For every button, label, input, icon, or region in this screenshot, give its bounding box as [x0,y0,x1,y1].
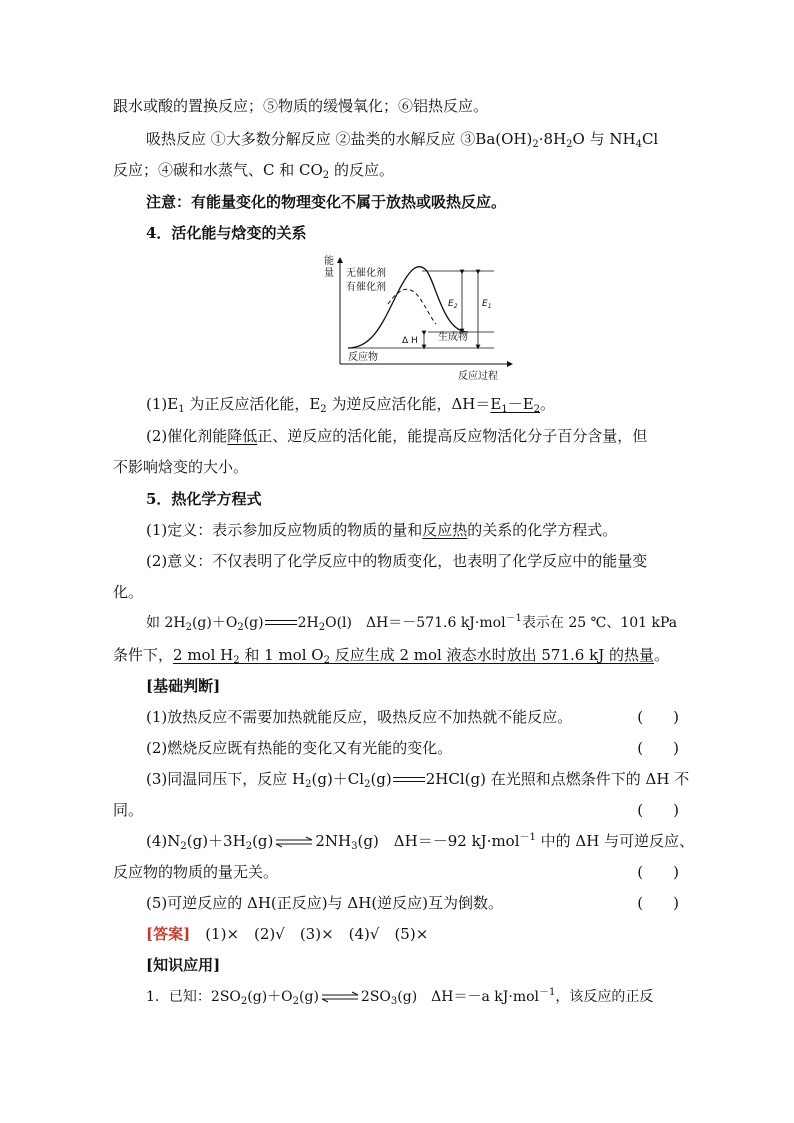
text: (g) [243,615,264,631]
text: (1)E [146,395,179,413]
note-line [146,192,712,212]
answer-blank: ( ) [637,863,679,881]
text: 跟水或酸的置换反应；⑤物质的缓慢氧化；⑥铝热反应。 [113,97,489,115]
text: 同。 [113,801,144,819]
text: 正、逆反应的活化能，能提高反应物活化分子百分含量，但 [257,427,648,445]
text: (2)催化剂能 [146,427,228,445]
text: (g)＋3H [186,832,246,850]
activation-energy-diagram [318,252,518,384]
question-line [146,769,712,789]
text: 表示在 25 ℃、101 kPa [521,615,678,631]
text: (2)意义：不仅表明了化学反应中的物质变化，也表明了化学反应中的能量变 [146,552,648,570]
text: 不影响焓变的大小。 [113,458,249,476]
text-line [113,645,679,665]
question-line [113,862,679,882]
text: 为正反应活化能，E [184,395,321,413]
text-line [113,96,679,116]
section-tag [146,955,712,975]
text: (g) [252,832,274,850]
section-heading [146,489,712,509]
text: 化。 [113,583,144,601]
text-line [146,520,712,540]
equals-sign [264,617,298,629]
subscript: 4 [635,139,642,150]
subscript: 3 [351,841,358,852]
subscript: 2 [318,622,326,633]
text: O(l) ΔH＝－571.6 kJ·mol [325,615,506,631]
question-line [146,893,679,913]
text: 吸热反应 ①大多数分解反应 ②盐类的水解反应 ③Ba(OH) [146,130,533,148]
equals-sign [392,774,426,786]
subscript: 2 [532,139,539,150]
underlined-answer: 反应热 [422,521,468,539]
answer-tag: [答案] [146,925,191,943]
subscript: 3 [390,996,398,1007]
text: 2H [297,615,319,631]
subscript: 2 [180,841,187,852]
reversible-arrow-icon [319,991,361,1003]
text-line [113,457,679,477]
text: 注意：有能量变化的物理变化不属于放热或吸热反应。 [146,193,507,211]
text: 中的 ΔH 与可逆反应、 [535,832,695,850]
text: 条件下， [113,646,174,664]
text: (1)放热反应不需要加热就能反应，吸热反应不加热就不能反应。 [146,708,573,726]
subscript: 2 [364,779,371,790]
e2-label: $E_2$ [448,299,458,310]
text: (g)＋O [191,615,238,631]
text: 。 [540,395,556,413]
text: (g) [370,770,392,788]
subscript: 2 [320,404,327,415]
text: (2)燃烧反应既有热能的变化又有光能的变化。 [146,739,453,757]
underlined-answer: 2 mol $H_2$ 和 1 mol $O_2$ 反应生成 2 mol 液态水时放出 571.6 kJ 的热量 [173,646,654,666]
text: (g)＋Cl [311,770,365,788]
question-line [113,800,679,820]
e1-label: $E_1$ [482,299,492,310]
dh-label: Δ H [402,336,418,346]
text: [基础判断] [146,677,221,695]
reversible-arrow-icon [273,836,315,848]
section-tag [146,676,712,696]
text: 5．热化学方程式 [146,490,262,508]
text: O 与 NH [572,130,636,148]
superscript: －1 [505,613,522,624]
text: (g) ΔH＝－a kJ·mol [397,989,539,1005]
text: (5)可逆反应的 ΔH(正反应)与 ΔH(逆反应)互为倒数。 [146,894,504,912]
text-line [113,160,679,180]
subscript: 2 [305,779,312,790]
subscript: 1 [178,404,185,415]
text: (g) [299,989,319,1005]
subscript: 2 [240,996,248,1007]
answer-blank: ( ) [637,739,679,757]
text: 。 [653,646,669,664]
section-heading [146,223,712,243]
text: 2NH [315,832,352,850]
text: 2HCl(g) 在光照和点燃条件下的 ΔH 不 [425,770,690,788]
subscript: 2 [245,841,253,852]
text: (g) ΔH＝－92 kJ·mol [357,832,520,850]
text-line [146,551,712,571]
no-catalyst-label: 无催化剂 [346,268,386,279]
text: 的反应。 [329,161,394,179]
question-line [146,831,712,851]
subscript: 2 [185,622,192,633]
text-line [146,394,712,414]
text: 4．活化能与焓变的关系 [146,224,307,242]
superscript: －1 [519,832,536,843]
text: ·8H [538,130,567,148]
text: 1．已知：2SO [146,989,241,1005]
catalyst-curve [388,289,436,324]
text: 反应物的物质的量无关。 [113,863,279,881]
superscript: －1 [539,987,556,998]
text: 的关系的化学方程式。 [467,521,618,539]
text: (3)同温同压下，反应 H [146,770,306,788]
with-catalyst-label: 有催化剂 [346,282,386,293]
text: Cl [641,130,659,148]
text: 为逆反应活化能，ΔH＝ [326,395,491,413]
equation-line [146,613,712,633]
y-axis-label-2: 量 [324,268,334,279]
underlined-answer: 降低 [227,427,258,445]
underlined-answer: $E_1-E_2$ [490,395,541,415]
text: 如 2H [146,615,186,631]
answer-blank: ( ) [637,801,679,819]
answer-blank: ( ) [637,708,679,726]
answer-text: (1)× (2)√ (3)× (4)√ (5)× [190,925,429,943]
text: 2SO [360,989,391,1005]
text-line [146,129,712,149]
text: [知识应用] [146,956,221,974]
product-label: 生成物 [438,332,468,343]
text: ，该反应的正反 [555,989,654,1005]
x-axis-label: 反应过程 [458,371,498,382]
question-line [146,707,679,727]
question-line [146,738,679,758]
subscript: 2 [566,139,573,150]
subscript: 2 [322,170,330,181]
text: (g)＋O [247,989,293,1005]
reactant-label: 反应物 [348,352,378,363]
answer-blank: ( ) [637,894,679,912]
subscript: 2 [237,622,244,633]
y-axis-label-1: 能 [324,256,334,267]
text: 反应；④碳和水蒸气、C 和 CO [113,161,323,179]
subscript: 2 [292,996,300,1007]
answer-line [146,924,712,944]
question-line [146,987,712,1007]
text: (4)N [146,832,181,850]
text: (1)定义：表示参加反应物质的物质的量和 [146,521,423,539]
text-line [113,582,679,602]
text-line [146,426,712,446]
